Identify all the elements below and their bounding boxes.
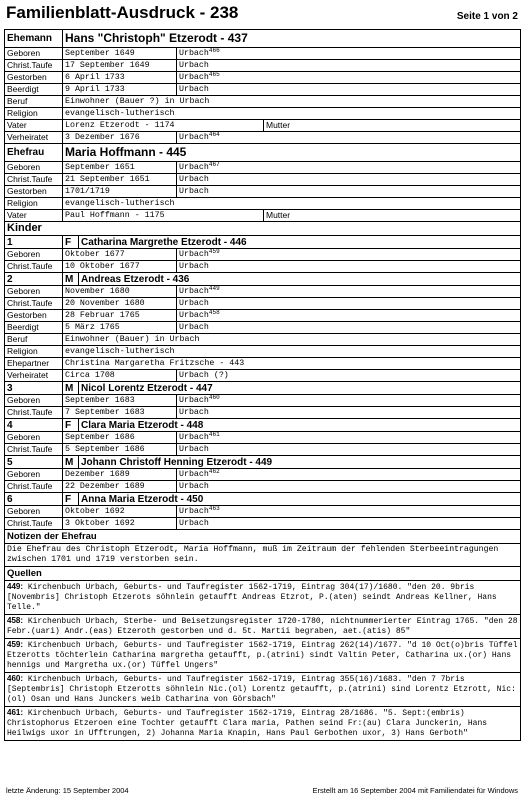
- page-footer: [4, 786, 520, 798]
- family-sheet: [4, 3, 520, 741]
- child-header-row: [5, 419, 521, 432]
- child-geboren-row: [5, 395, 521, 407]
- husband-geboren-row: [5, 48, 521, 60]
- child-geboren-row: [5, 469, 521, 481]
- source-ref: 464: [208, 131, 220, 138]
- husband-gestorben-row: [5, 72, 521, 84]
- row-label: Christ.Taufe: [5, 60, 63, 72]
- notes-heading: Notizen der Ehefrau: [5, 530, 521, 544]
- child-number: 5: [5, 456, 63, 469]
- child-sex: F: [63, 493, 79, 506]
- row-place: Urbach: [177, 322, 521, 334]
- child-geboren-row: [5, 506, 521, 518]
- child-sex: F: [63, 236, 79, 249]
- wife-religion-row: [5, 198, 521, 210]
- row-place: Urbach: [177, 186, 521, 198]
- row-date: November 1680: [63, 286, 177, 298]
- child-beerdigt-row: [5, 322, 521, 334]
- place-text: Urbach: [179, 49, 209, 58]
- row-label: Beruf: [5, 334, 63, 346]
- child-header-row: [5, 236, 521, 249]
- row-date: 6 April 1733: [63, 72, 177, 84]
- row-label: Christ.Taufe: [5, 407, 63, 419]
- row-place: [177, 132, 521, 144]
- husband-beerdigt-row: [5, 84, 521, 96]
- child-taufe-row: [5, 298, 521, 310]
- child-name: Nicol Lorentz Etzerodt - 447: [79, 382, 521, 395]
- child-partner-row: [5, 358, 521, 370]
- husband-role-label: Ehemann: [5, 30, 63, 48]
- row-place: Urbach (?): [177, 370, 521, 382]
- row-label: Geboren: [5, 48, 63, 60]
- row-label: Geboren: [5, 395, 63, 407]
- sources-heading: Quellen: [5, 567, 521, 581]
- child-taufe-row: [5, 518, 521, 530]
- source-text: Kirchenbuch Urbach, Geburts- und Taufregister 1562-1719, Eintrag 28/1686. "5. Sept:(embris) Christophorus Etzeroen eine Tochter getaufft Clara maria, Pathen seind Fr:(au) Clara Junckerin, Hans Heilwigs uxor in Ufftrungen, 2) Johanna Maria Knapin, Hans Paul Gerbothen uxor, 3) Hans Gerboth": [7, 709, 488, 738]
- wife-parents-row: [5, 210, 521, 222]
- row-place: Urbach: [177, 407, 521, 419]
- source-ref: 461: [208, 431, 220, 438]
- row-label: Verheiratet: [5, 132, 63, 144]
- row-label: Christ.Taufe: [5, 481, 63, 493]
- last-modified: letzte Änderung: 15 September 2004: [6, 786, 129, 795]
- row-place: Urbach: [177, 60, 521, 72]
- wife-name: Maria Hoffmann - 445: [63, 144, 521, 162]
- row-label: Ehepartner: [5, 358, 63, 370]
- child-number: 3: [5, 382, 63, 395]
- row-date: 3 Dezember 1676: [63, 132, 177, 144]
- husband-header-row: [5, 30, 521, 48]
- source-ref: 465: [208, 71, 220, 78]
- row-label: Religion: [5, 346, 63, 358]
- child-taufe-row: [5, 481, 521, 493]
- sources-header-row: [5, 567, 521, 581]
- row-label: Christ.Taufe: [5, 444, 63, 456]
- row-place: [177, 249, 521, 261]
- row-place: [177, 286, 521, 298]
- child-verheiratet-row: [5, 370, 521, 382]
- father-name: Paul Hoffmann - 1175: [63, 210, 264, 222]
- child-number: 2: [5, 273, 63, 286]
- page-title: Familienblatt-Ausdruck - 238: [6, 3, 239, 22]
- row-label: Christ.Taufe: [5, 298, 63, 310]
- row-place: [177, 395, 521, 407]
- place-text: Urbach: [179, 250, 209, 259]
- family-table: [4, 29, 521, 741]
- row-date: 3 Oktober 1692: [63, 518, 177, 530]
- child-header-row: [5, 456, 521, 469]
- source-text: Kirchenbuch Urbach, Geburts- und Taufregister 1562-1719, Eintrag 355(16)/1683. "den 7 7bris [Septembris] Christoph Etzerotts söhnlein Nic.(ol) Lorentz getaufft, p.(atrini) sind Lorentz Etzrott, Nic:(ol) Osan und Hans Junckers weib Catharina von Görsbach": [7, 675, 516, 704]
- row-place: Urbach: [177, 444, 521, 456]
- row-date: 22 Dezember 1689: [63, 481, 177, 493]
- child-geboren-row: [5, 249, 521, 261]
- notes-text: Die Ehefrau des Christoph Etzerodt, Maria Hoffmann, muß im Zeitraum der fehlenden Sterbeeintragungen zwischen 1701 und 1719 verstorben sein.: [5, 544, 521, 567]
- children-header-row: [5, 222, 521, 236]
- row-label: Gestorben: [5, 310, 63, 322]
- source-cell: [5, 639, 521, 673]
- child-geboren-row: [5, 286, 521, 298]
- row-label: Religion: [5, 108, 63, 120]
- religion: evangelisch-lutherisch: [63, 198, 521, 210]
- source-number: 461:: [7, 708, 24, 717]
- wife-geboren-row: [5, 162, 521, 174]
- source-ref: 449: [208, 285, 220, 292]
- place-text: Urbach: [179, 133, 209, 142]
- child-header-row: [5, 382, 521, 395]
- row-date: September 1651: [63, 162, 177, 174]
- child-gestorben-row: [5, 310, 521, 322]
- row-label: Geboren: [5, 162, 63, 174]
- row-label: Geboren: [5, 286, 63, 298]
- created-info: Erstellt am 16 September 2004 mit Familiendatei für Windows: [312, 786, 518, 795]
- row-label: Gestorben: [5, 186, 63, 198]
- husband-religion-row: [5, 108, 521, 120]
- place-text: Urbach: [179, 287, 209, 296]
- row-label: Vater: [5, 120, 63, 132]
- row-date: Oktober 1692: [63, 506, 177, 518]
- wife-role-label: Ehefrau: [5, 144, 63, 162]
- child-number: 4: [5, 419, 63, 432]
- row-label: Christ.Taufe: [5, 518, 63, 530]
- place-text: Urbach: [179, 470, 209, 479]
- place-text: Urbach: [179, 163, 209, 172]
- husband-name: Hans "Christoph" Etzerodt - 437: [63, 30, 521, 48]
- row-label: Vater: [5, 210, 63, 222]
- row-place: Urbach: [177, 518, 521, 530]
- religion: evangelisch-lutherisch: [63, 108, 521, 120]
- child-sex: M: [63, 382, 79, 395]
- husband-taufe-row: [5, 60, 521, 72]
- child-header-row: [5, 273, 521, 286]
- place-text: Urbach: [179, 73, 209, 82]
- source-cell: [5, 581, 521, 615]
- source-item: [5, 581, 521, 615]
- row-place: [177, 162, 521, 174]
- row-label: Geboren: [5, 249, 63, 261]
- page-header: [4, 3, 520, 29]
- row-label: Beruf: [5, 96, 63, 108]
- source-cell: [5, 707, 521, 741]
- source-number: 458:: [7, 616, 24, 625]
- row-label: Geboren: [5, 469, 63, 481]
- row-place: Urbach: [177, 174, 521, 186]
- place-text: Urbach: [179, 433, 209, 442]
- source-ref: 463: [208, 505, 220, 512]
- source-cell: [5, 673, 521, 707]
- spouse-name: Christina Margaretha Fritzsche - 443: [63, 358, 521, 370]
- source-number: 460:: [7, 674, 24, 683]
- row-date: September 1649: [63, 48, 177, 60]
- child-header-row: [5, 493, 521, 506]
- occupation: Einwohner (Bauer ?) in Urbach: [63, 96, 521, 108]
- row-place: Urbach: [177, 84, 521, 96]
- child-religion-row: [5, 346, 521, 358]
- row-date: 7 September 1683: [63, 407, 177, 419]
- row-date: 10 Oktober 1677: [63, 261, 177, 273]
- child-beruf-row: [5, 334, 521, 346]
- child-taufe-row: [5, 261, 521, 273]
- row-label: Christ.Taufe: [5, 261, 63, 273]
- wife-taufe-row: [5, 174, 521, 186]
- row-place: [177, 72, 521, 84]
- source-item: [5, 639, 521, 673]
- mother-label: Mutter: [264, 120, 521, 132]
- row-date: Dezember 1689: [63, 469, 177, 481]
- child-sex: F: [63, 419, 79, 432]
- source-ref: 462: [208, 468, 220, 475]
- children-heading: Kinder: [5, 222, 521, 236]
- row-label: Religion: [5, 198, 63, 210]
- source-ref: 467: [208, 161, 220, 168]
- row-date: Oktober 1677: [63, 249, 177, 261]
- notes-text-row: [5, 544, 521, 567]
- source-ref: 466: [208, 47, 220, 54]
- father-name: Lorenz Etzerodt - 1174: [63, 120, 264, 132]
- husband-verheiratet-row: [5, 132, 521, 144]
- row-label: Geboren: [5, 432, 63, 444]
- row-date: 5 März 1765: [63, 322, 177, 334]
- source-text: Kirchenbuch Urbach, Geburts- und Taufregister 1562-1719, Eintrag 304(17)/1680. "den 20. 9bris [Novembris] Christoph Etzerots söhnlein getaufft Andreas Etzrot, P.(aten) seindt Andreas Kellner, Hans Telle.": [7, 583, 497, 612]
- row-date: 17 September 1649: [63, 60, 177, 72]
- source-text: Kirchenbuch Urbach, Geburts- und Taufregister 1562-1719, Eintrag 262(14)/1677. "d 10 Oct(o)bris Tüffel Etzerotts töchterlein Catharina margretha getaufft, p.(atrini) sindt Valtin Peter, Catharina ux.(or) Hans hennigs und Margretha ux.(or) Tüffel Ungers": [7, 641, 518, 670]
- religion: evangelisch-lutherisch: [63, 346, 521, 358]
- child-taufe-row: [5, 407, 521, 419]
- child-name: Anna Maria Etzerodt - 450: [79, 493, 521, 506]
- child-name: Andreas Etzerodt - 436: [79, 273, 521, 286]
- child-name: Johann Christoff Henning Etzerodt - 449: [79, 456, 521, 469]
- source-ref: 460: [208, 394, 220, 401]
- place-text: Urbach: [179, 311, 209, 320]
- child-number: 6: [5, 493, 63, 506]
- row-label: Beerdigt: [5, 322, 63, 334]
- source-ref: 459: [208, 248, 220, 255]
- child-taufe-row: [5, 444, 521, 456]
- row-label: Gestorben: [5, 72, 63, 84]
- source-cell: [5, 615, 521, 639]
- row-date: Circa 1708: [63, 370, 177, 382]
- row-date: 21 September 1651: [63, 174, 177, 186]
- row-date: September 1683: [63, 395, 177, 407]
- place-text: Urbach: [179, 396, 209, 405]
- row-date: 20 November 1680: [63, 298, 177, 310]
- row-date: 1701/1719: [63, 186, 177, 198]
- source-item: [5, 707, 521, 741]
- source-item: [5, 673, 521, 707]
- child-geboren-row: [5, 432, 521, 444]
- place-text: Urbach: [179, 507, 209, 516]
- page-number: Seite 1 von 2: [456, 11, 518, 22]
- occupation: Einwohner (Bauer) in Urbach: [63, 334, 521, 346]
- source-number: 459:: [7, 640, 24, 649]
- source-ref: 458: [208, 309, 220, 316]
- row-place: Urbach: [177, 261, 521, 273]
- notes-header-row: [5, 530, 521, 544]
- row-place: [177, 310, 521, 322]
- row-place: Urbach: [177, 481, 521, 493]
- wife-header-row: [5, 144, 521, 162]
- row-place: [177, 432, 521, 444]
- row-place: [177, 506, 521, 518]
- row-label: Christ.Taufe: [5, 174, 63, 186]
- mother-label: Mutter: [264, 210, 521, 222]
- child-sex: M: [63, 273, 79, 286]
- source-item: [5, 615, 521, 639]
- child-sex: M: [63, 456, 79, 469]
- row-date: September 1686: [63, 432, 177, 444]
- row-label: Verheiratet: [5, 370, 63, 382]
- source-text: Kirchenbuch Urbach, Sterbe- und Beisetzungsregister 1720-1780, nichtnummerierter Eintrag 1765. "den 28 Febr.(uari) Andr.(eas) Etzeroth gestorben und d. 5t. Martii begraben, aet.(atis) 85": [7, 617, 518, 636]
- row-date: 9 April 1733: [63, 84, 177, 96]
- wife-gestorben-row: [5, 186, 521, 198]
- row-date: 5 September 1686: [63, 444, 177, 456]
- child-number: 1: [5, 236, 63, 249]
- child-name: Catharina Margrethe Etzerodt - 446: [79, 236, 521, 249]
- row-place: [177, 469, 521, 481]
- source-number: 449:: [7, 582, 24, 591]
- husband-beruf-row: [5, 96, 521, 108]
- row-label: Beerdigt: [5, 84, 63, 96]
- row-place: [177, 48, 521, 60]
- husband-parents-row: [5, 120, 521, 132]
- row-place: Urbach: [177, 298, 521, 310]
- row-label: Geboren: [5, 506, 63, 518]
- row-date: 28 Februar 1765: [63, 310, 177, 322]
- child-name: Clara Maria Etzerodt - 448: [79, 419, 521, 432]
